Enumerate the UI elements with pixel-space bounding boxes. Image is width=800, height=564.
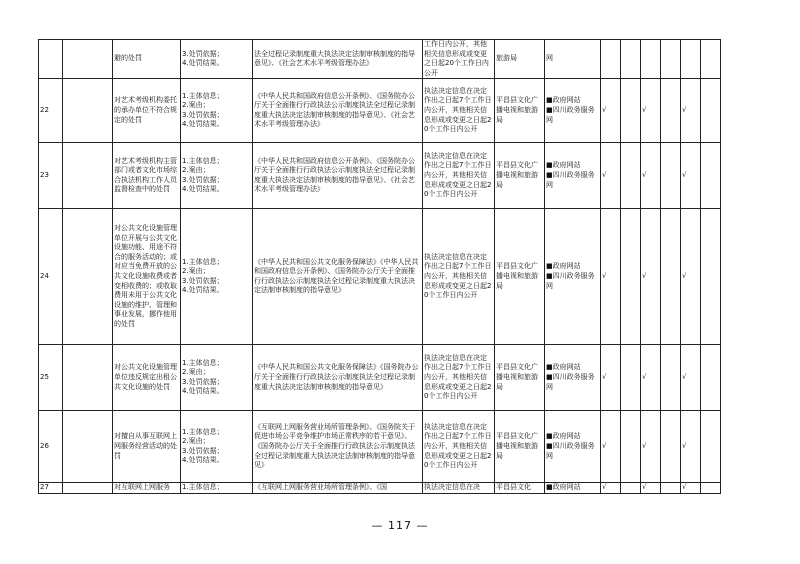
row-number: 23	[39, 143, 63, 209]
disclosure-time: 执法决定信息在决定作出之日起7个工作日内公开，其他相关信息形成或变更之日起20个工作日内公开	[423, 209, 495, 345]
disclosure-channel: ■政府网站 ■四川政务服务网	[545, 79, 601, 143]
disclosure-content: 1.主体信息； 2.案由； 3.处罚依据； 4.处罚结果。	[181, 209, 253, 345]
disclosure-time: 执法决定信息在决定作出之日起7个工作日内公开，其他相关信息形成或变更之日起20个工作日内公开	[423, 79, 495, 143]
table-row	[39, 483, 721, 494]
check-mark: √	[641, 483, 661, 494]
check-mark	[701, 143, 721, 209]
table-row	[39, 143, 721, 209]
row-number	[39, 40, 63, 79]
row-number: 22	[39, 79, 63, 143]
disclosure-org: 平昌县文化广播电视和旅游局	[495, 209, 545, 345]
check-mark	[661, 209, 681, 345]
check-mark	[621, 345, 641, 411]
check-mark	[701, 79, 721, 143]
disclosure-content: 1.主体信息； 2.案由； 3.处罚依据； 4.处罚结果。	[181, 143, 253, 209]
check-mark	[621, 411, 641, 483]
check-mark	[661, 411, 681, 483]
table-row	[39, 40, 721, 79]
check-mark: √	[601, 483, 621, 494]
check-mark	[701, 209, 721, 345]
table-row	[39, 345, 721, 411]
disclosure-content: 1.主体信息；	[181, 483, 253, 494]
disclosure-channel: ■政府网站 ■四川政务服务网	[545, 143, 601, 209]
check-mark: √	[601, 345, 621, 411]
row-number: 27	[39, 483, 63, 494]
item-name: 对公共文化设施管理单位开展与公共文化设施功能、用途不符合的服务活动的；或对应当免费开放的公共文化设施收费或者变相收费的；或收取费用未用于公共文化设施的维护、管理和事业发展，挪作他用的处罚	[113, 209, 181, 345]
disclosure-channel: ■政府网站	[545, 483, 601, 494]
table-row	[39, 411, 721, 483]
check-mark: √	[641, 79, 661, 143]
check-mark: √	[601, 143, 621, 209]
check-mark	[661, 40, 681, 79]
row-number: 26	[39, 411, 63, 483]
item-name: 对艺术考级机构委托的承办单位不符合规定的处罚	[113, 79, 181, 143]
page-number: — 117 —	[371, 519, 429, 532]
disclosure-time: 执法决定信息在决定作出之日起7个工作日内公开，其他相关信息形成或变更之日起20个工作日内公开	[423, 411, 495, 483]
disclosure-org: 平昌县文化广播电视和旅游局	[495, 411, 545, 483]
blank-cell	[63, 40, 113, 79]
check-mark: √	[601, 209, 621, 345]
disclosure-org: 平昌县文化广播电视和旅游局	[495, 345, 545, 411]
row-number: 24	[39, 209, 63, 345]
disclosure-basis: 法全过程记录制度重大执法决定法制审核制度的指导意见》、《社会艺术水平考级管理办法》	[253, 40, 423, 79]
blank-cell	[63, 79, 113, 143]
item-name: 避的处罚	[113, 40, 181, 79]
disclosure-content: 1.主体信息； 2.案由； 3.处罚依据； 4.处罚结果。	[181, 345, 253, 411]
check-mark	[701, 40, 721, 79]
disclosure-time: 执法决定信息在决定作出之日起7个工作日内公开，其他相关信息形成或变更之日起20个工作日内公开	[423, 143, 495, 209]
disclosure-content: 1.主体信息； 2.案由； 3.处罚依据； 4.处罚结果。	[181, 411, 253, 483]
check-mark: √	[641, 209, 661, 345]
disclosure-basis: 《中华人民共和国政府信息公开条例》、《国务院办公厅关于全面推行行政执法公示制度执法全过程记录制度重大执法决定法制审核制度的指导意见》、《社会艺术水平考级管理办法》	[253, 79, 423, 143]
check-mark	[621, 209, 641, 345]
blank-cell	[63, 345, 113, 411]
disclosure-content: 1.主体信息； 2.案由； 3.处罚依据； 4.处罚结果。	[181, 79, 253, 143]
check-mark	[661, 345, 681, 411]
check-mark: √	[681, 79, 701, 143]
disclosure-org: 平昌县文化	[495, 483, 545, 494]
disclosure-time: 工作日内公开，其他相关信息形成或变更之日起20个工作日内公开	[423, 40, 495, 79]
check-mark: √	[601, 411, 621, 483]
item-name: 对艺术考级机构主管部门或者文化市场综合执法机构工作人员监督检查中的处罚	[113, 143, 181, 209]
check-mark	[661, 483, 681, 494]
check-mark	[601, 40, 621, 79]
check-mark: √	[681, 411, 701, 483]
blank-cell	[63, 411, 113, 483]
item-name: 对公共文化设施管理单位违反规定出租公共文化设施的处罚	[113, 345, 181, 411]
check-mark: √	[681, 209, 701, 345]
check-mark: √	[601, 79, 621, 143]
table-row	[39, 209, 721, 345]
check-mark: √	[641, 345, 661, 411]
disclosure-channel: ■政府网站 ■四川政务服务网	[545, 209, 601, 345]
check-mark	[701, 411, 721, 483]
table-body	[39, 40, 721, 494]
item-name: 对互联网上网服务	[113, 483, 181, 494]
disclosure-channel: ■政府网站 ■四川政务服务网	[545, 345, 601, 411]
check-mark	[621, 79, 641, 143]
row-number: 25	[39, 345, 63, 411]
disclosure-basis: 《互联网上网服务营业场所管理条例》、《国务院关于促进市场公平竞争维护市场正常秩序的若干意见》、《国务院办公厅关于全面推行行政执法公示制度执法全过程记录制度重大执法决定法制审核制度的指导意见》	[253, 411, 423, 483]
check-mark	[621, 40, 641, 79]
disclosure-basis: 《互联网上网服务营业场所管理条例》、《国	[253, 483, 423, 494]
check-mark	[701, 345, 721, 411]
disclosure-channel: 网	[545, 40, 601, 79]
check-mark	[701, 483, 721, 494]
check-mark: √	[641, 143, 661, 209]
disclosure-table	[38, 39, 721, 494]
disclosure-basis: 《中华人民共和国政府信息公开条例》、《国务院办公厅关于全面推行行政执法公示制度执法全过程记录制度重大执法决定法制审核制度的指导意见》、《社会艺术水平考级管理办法》	[253, 143, 423, 209]
check-mark	[661, 143, 681, 209]
check-mark	[641, 40, 661, 79]
blank-cell	[63, 143, 113, 209]
check-mark	[661, 79, 681, 143]
check-mark: √	[681, 143, 701, 209]
disclosure-org: 旅游局	[495, 40, 545, 79]
table-row	[39, 79, 721, 143]
disclosure-time: 执法决定信息在决	[423, 483, 495, 494]
check-mark: √	[641, 411, 661, 483]
disclosure-content: 3.处罚依据； 4.处罚结果。	[181, 40, 253, 79]
check-mark	[681, 40, 701, 79]
disclosure-channel: ■政府网站 ■四川政务服务网	[545, 411, 601, 483]
disclosure-org: 平昌县文化广播电视和旅游局	[495, 143, 545, 209]
blank-cell	[63, 209, 113, 345]
disclosure-org: 平昌县文化广播电视和旅游局	[495, 79, 545, 143]
disclosure-basis: 《中华人民共和国公共文化服务保障法》《中华人民共和国政府信息公开条例》、《国务院办公厅关于全面推行行政执法公示制度执法全过程记录制度重大执法决定法制审核制度的指导意见》	[253, 209, 423, 345]
check-mark: √	[681, 483, 701, 494]
disclosure-time: 执法决定信息在决定作出之日起7个工作日内公开，其他相关信息形成或变更之日起20个工作日内公开	[423, 345, 495, 411]
check-mark: √	[681, 345, 701, 411]
blank-cell	[63, 483, 113, 494]
check-mark	[621, 143, 641, 209]
check-mark	[621, 483, 641, 494]
item-name: 对擅自从事互联网上网服务经营活动的处罚	[113, 411, 181, 483]
disclosure-basis: 《中华人民共和国公共文化服务保障法》《国务院办公厅关于全面推行行政执法公示制度执法全过程记录制度重大执法决定法制审核制度的指导意见》	[253, 345, 423, 411]
